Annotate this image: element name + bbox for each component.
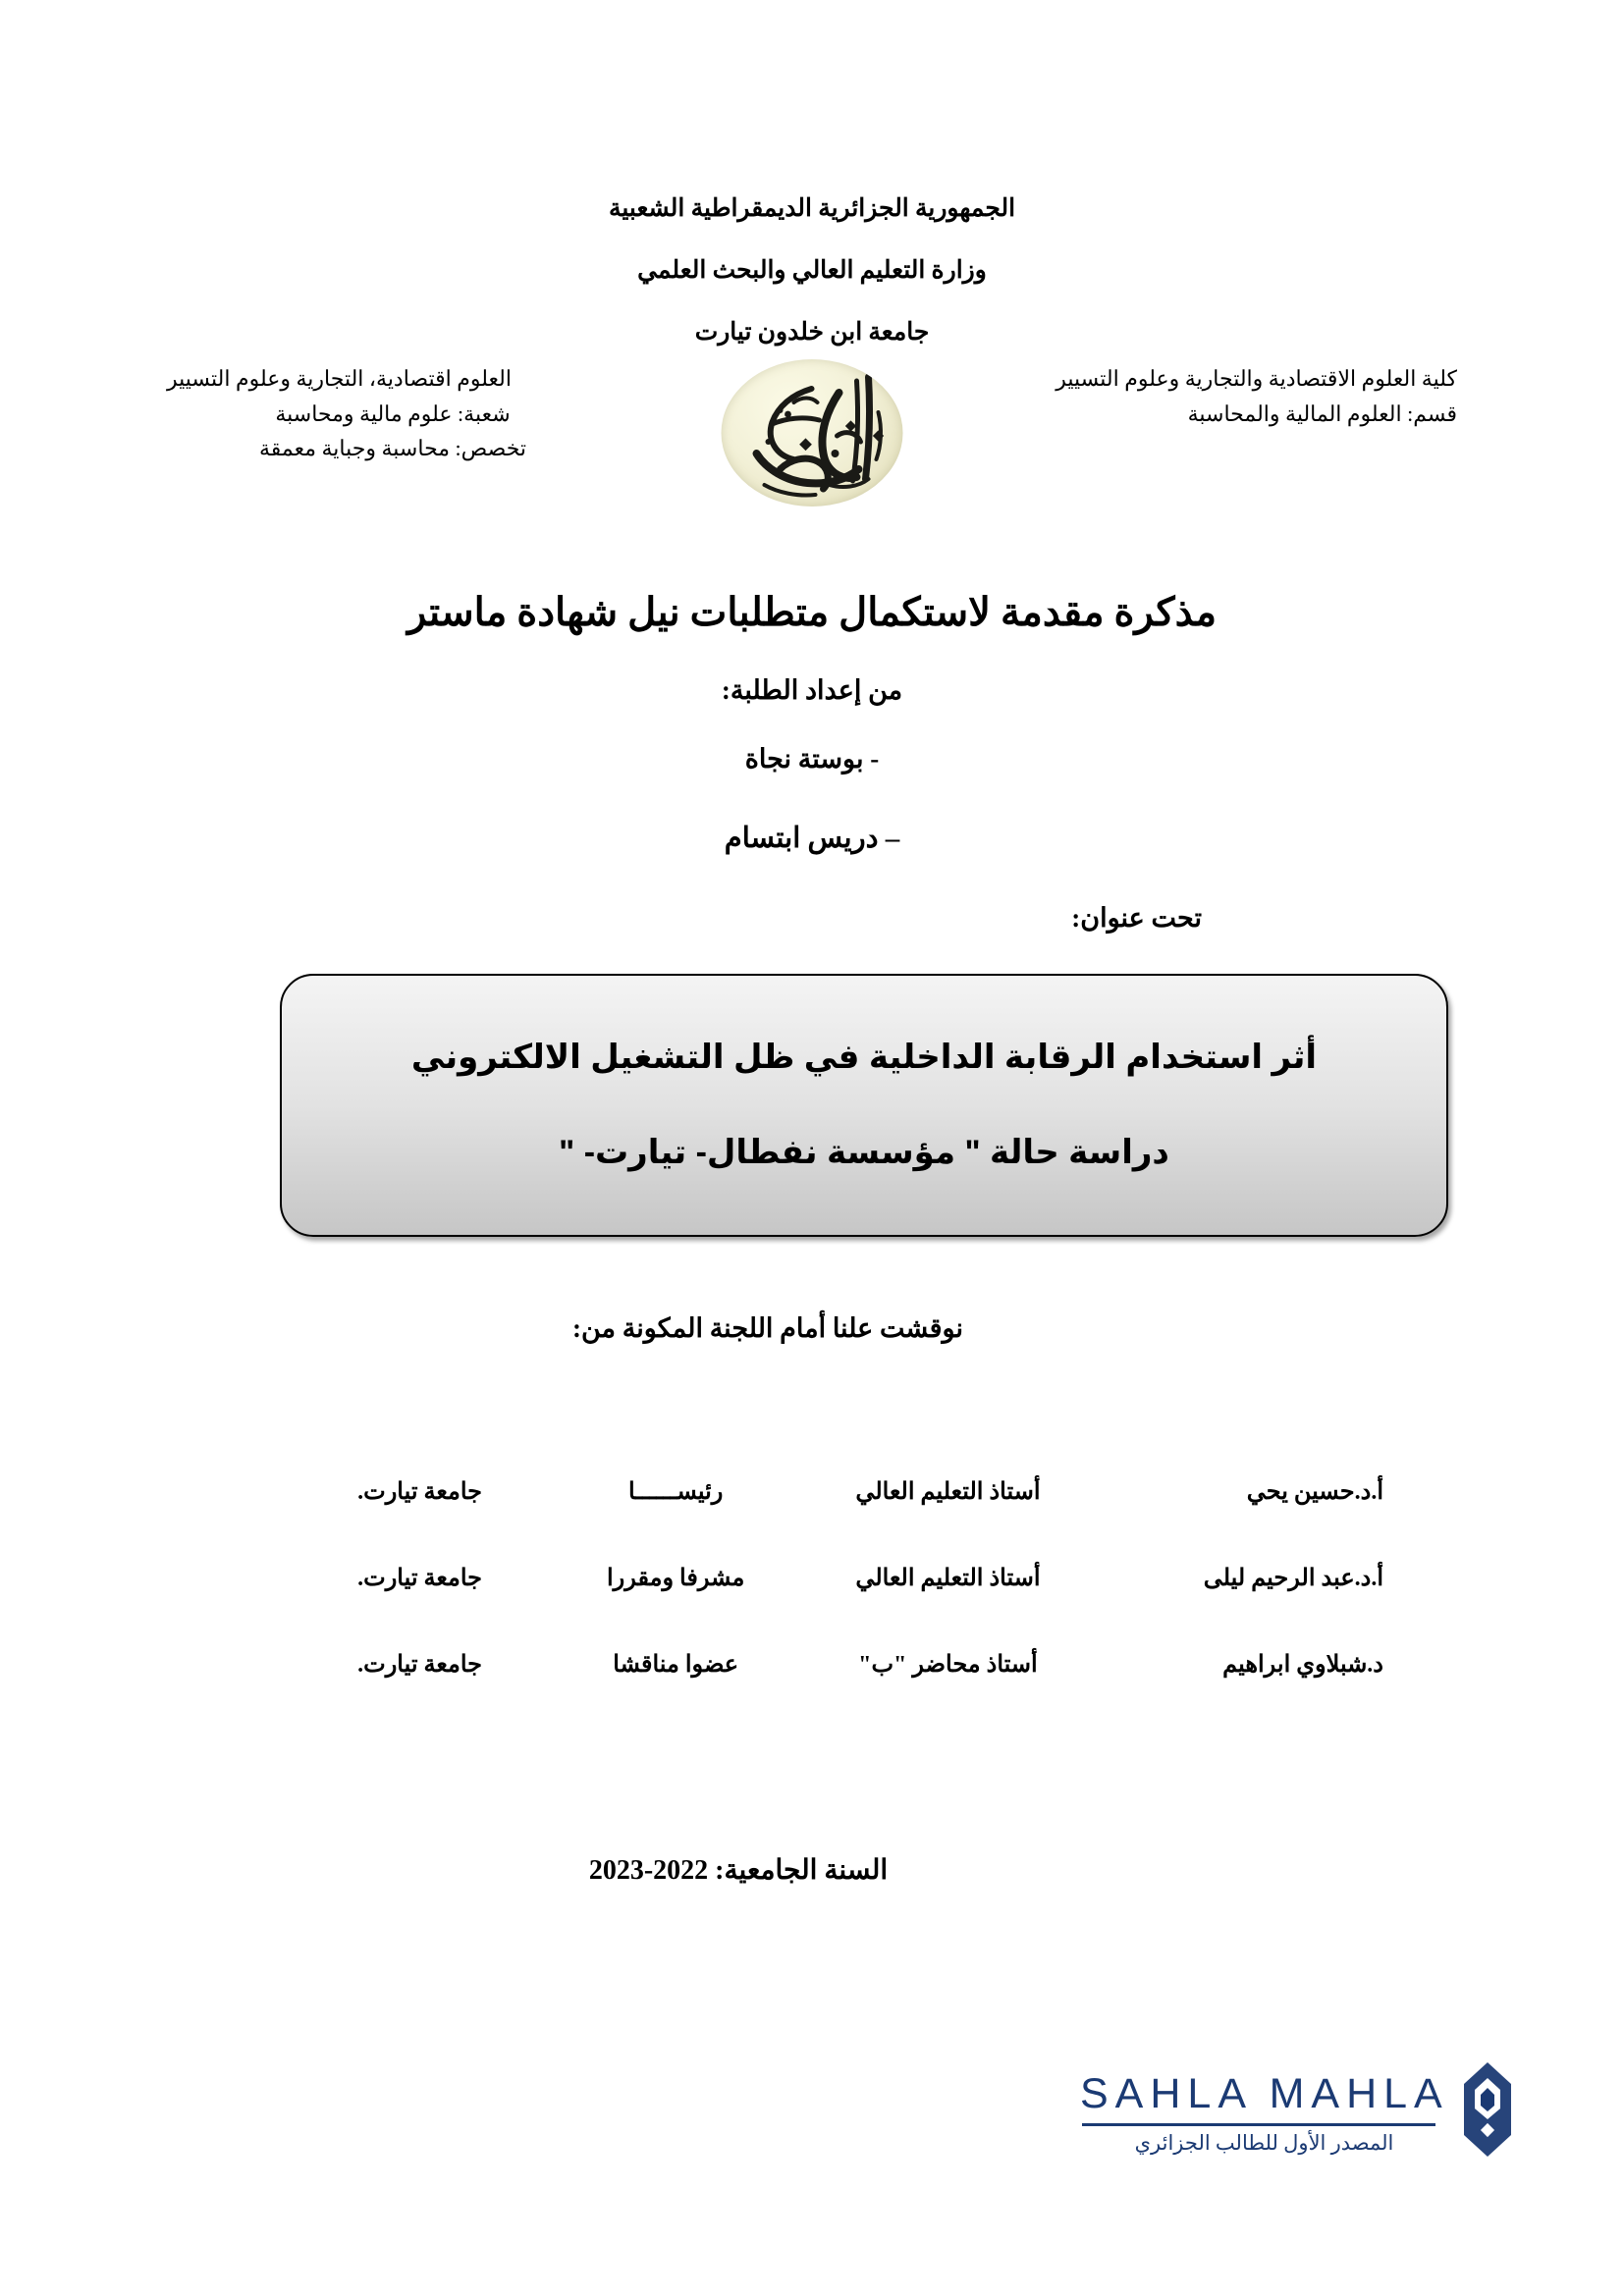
brand-tagline: المصدر الأول للطالب الجزائري: [1134, 2131, 1394, 2155]
faculty-info-right: [947, 361, 1457, 431]
brand-divider: [1082, 2123, 1435, 2126]
student-name-1: - بوستة نجاة: [744, 744, 880, 774]
jury-name: د.شبلاوي ابراهيم: [1222, 1652, 1383, 1678]
thesis-title-line-1: أثر استخدام الرقابة الداخلية في ظل التشغيل الالكتروني: [410, 1038, 1318, 1076]
jury-role: مشرفا ومقررا: [606, 1566, 745, 1591]
under-title-label: تحت عنوان:: [1071, 903, 1202, 933]
prepared-by-label: من إعداد الطلبة:: [721, 675, 903, 705]
university-seal-icon: [722, 359, 903, 507]
jury-name: أ.د.حسين يحي: [1246, 1479, 1383, 1505]
jury-university: جامعة تيارت.: [357, 1652, 482, 1678]
faculty-name-left: العلوم اقتصادية، التجارية وعلوم التسيير: [167, 366, 512, 391]
jury-rank: أستاذ التعليم العالي: [855, 1479, 1041, 1505]
brand-name: SAHLA MAHLA: [1080, 2070, 1449, 2117]
jury-table: [295, 1477, 1383, 1736]
jury-university: جامعة تيارت.: [357, 1479, 482, 1505]
branch-name: شعبة: علوم مالية ومحاسبة: [275, 400, 511, 426]
thesis-statement: مذكرة مقدمة لاستكمال متطلبات نيل شهادة ماستر: [406, 590, 1218, 634]
student-name-2: – دريس ابتسام: [724, 823, 900, 854]
department-name: قسم: العلوم المالية والمحاسبة: [1187, 400, 1457, 426]
jury-rank: أستاذ التعليم العالي: [855, 1566, 1041, 1591]
faculty-info-left: [167, 361, 687, 466]
faculty-name: كلية العلوم الاقتصادية والتجارية وعلوم التسيير: [1056, 366, 1457, 391]
brand-diamond-icon: [1451, 2062, 1524, 2157]
jury-role: عضوا مناقشا: [613, 1652, 739, 1678]
university-line: جامعة ابن خلدون تيارت: [694, 319, 930, 346]
ministry-line: وزارة التعليم العالي والبحث العلمي: [637, 257, 987, 284]
specialty-name: تخصص: محاسبة وجباية معمقة: [258, 436, 527, 461]
thesis-title-box: [280, 974, 1448, 1237]
academic-year: السنة الجامعية: 2022-2023: [588, 1855, 889, 1886]
table-row: [295, 1564, 1383, 1650]
institution-header: [0, 196, 1624, 345]
table-row: [295, 1650, 1383, 1736]
university-logo: [722, 359, 903, 507]
jury-role: رئيســــــا: [627, 1479, 724, 1505]
thesis-title-line-2: دراسة حالة " مؤسسة نفطال- تيارت- ": [559, 1134, 1169, 1171]
jury-rank: أستاذ محاضر "ب": [858, 1652, 1038, 1678]
sahla-mahla-watermark: [1080, 2062, 1542, 2190]
defense-intro: نوقشت علنا أمام اللجنة المكونة من:: [572, 1313, 963, 1343]
jury-name: أ.د.عبد الرحيم ليلى: [1203, 1566, 1383, 1591]
republic-line: الجمهورية الجزائرية الديمقراطية الشعبية: [608, 195, 1016, 222]
jury-university: جامعة تيارت.: [357, 1566, 482, 1591]
table-row: [295, 1477, 1383, 1564]
